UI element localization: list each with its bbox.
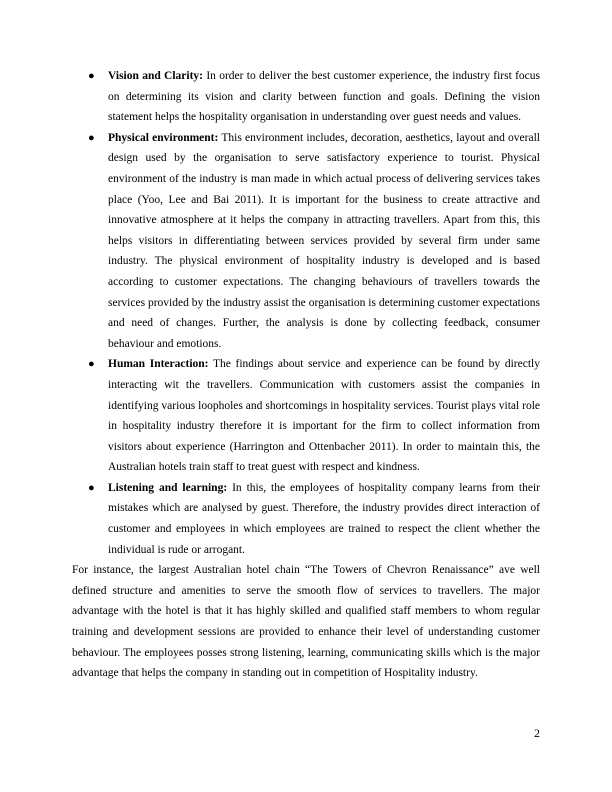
- bullet-list: [72, 66, 540, 560]
- bullet-text: The findings about service and experience can be found by directly interacting wit the travellers. Communication with customers assist the companies in identifying various loopholes and shortcomings in hospitality services. Tourist plays vital role in hospitality industry therefore it is important for the firm to collect information from visitors about experience (Harrington and Ottenbacher 2011). In order to maintain this, the Australian hotels train staff to treat guest with respect and kindness.: [108, 358, 540, 474]
- list-item: [72, 66, 540, 128]
- bullet-text: In order to deliver the best customer experience, the industry first focus on determining its vision and clarity between function and goals. Defining the vision statement helps the hospitality organisation in understanding over guest needs and values.: [108, 70, 541, 124]
- page-number: 2: [534, 726, 540, 740]
- bullet-text: This environment includes, decoration, aesthetics, layout and overall design used by the organisation to serve satisfactory experience to tourist. Physical environment of the industry is man made in which actual process of delivering services takes place (Yoo, Lee and Bai 2011). It is important for the business to create attractive and innovative atmosphere at it helps the company in attracting travellers. Apart from this, this helps visitors in differentiating between services provided by several firm under same industry. The physical environment of hospitality industry is developed and is based according to customer expectations. The changing behaviours of travellers towards the services provided by the industry assist the organisation is determining customer expectations and need of changes. Further, the analysis is done by collecting feedback, consumer behaviour and emotions.: [108, 131, 540, 350]
- list-item: [72, 128, 540, 355]
- list-item: [72, 478, 540, 560]
- bullet-icon: ●: [88, 358, 95, 371]
- bullet-icon: ●: [88, 131, 95, 144]
- bullet-term: Listening and learning:: [108, 481, 228, 494]
- list-item: [72, 354, 540, 478]
- bullet-term: Physical environment:: [108, 131, 219, 144]
- bullet-icon: ●: [88, 481, 95, 494]
- bullet-term: Vision and Clarity:: [108, 70, 204, 82]
- bullet-term: Human Interaction:: [108, 358, 209, 371]
- bullet-icon: ●: [88, 70, 95, 82]
- document-body: [72, 66, 540, 684]
- bullet-text: In this, the employees of hospitality company learns from their mistakes which are analysed by guest. Therefore, the industry provides direct interaction of customer and employees in which employees are trained to respect the client whether the individual is rude or arrogant.: [108, 481, 540, 556]
- body-paragraph: For instance, the largest Australian hotel chain “The Towers of Chevron Renaissance” ave well defined structure and amenities to serve the smooth flow of services to travellers. The major advantage with the hotel is that it has highly skilled and qualified staff members to whom regular training and development sessions are provided to enhance their level of understanding customer behaviour. The employees posses strong listening, learning, communicating skills which is the major advantage that helps the company in standing out in competition of Hospitality industry.: [72, 564, 540, 680]
